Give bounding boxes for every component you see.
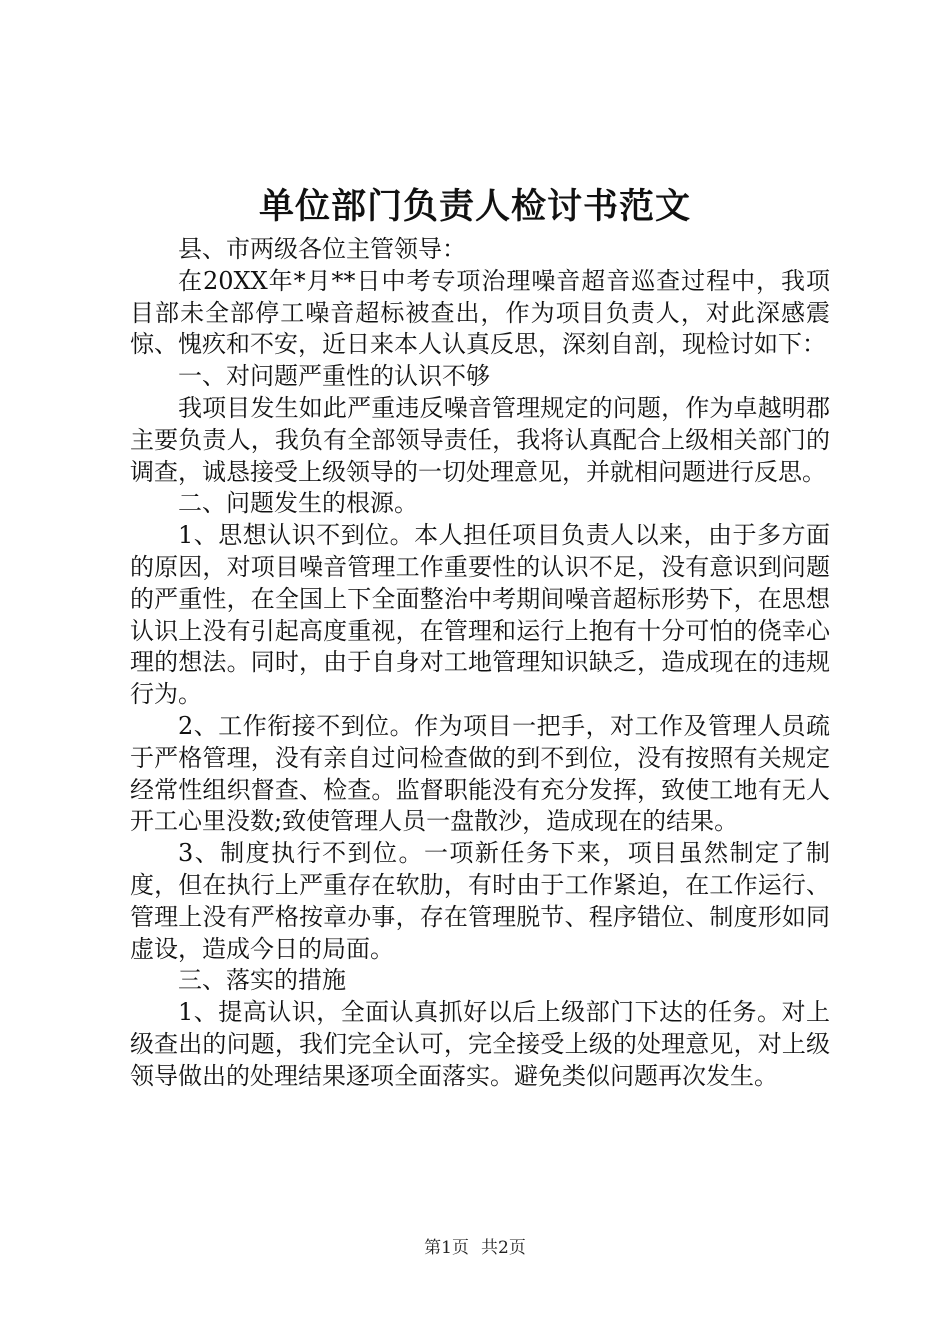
page-footer [0,1236,950,1260]
intro-paragraph: 在20XX年*月**日中考专项治理噪音超音巡查过程中，我项目部未全部停工噪音超标被查出，作为项目负责人，对此深感震惊、愧疚和不安，近日来本人认真反思，深刻自剖，现检讨如下： [130,266,830,359]
body-paragraph: 2、工作衔接不到位。作为项目一把手，对工作及管理人员疏于严格管理，没有亲自过问检查做的到不到位，没有按照有关规定经常性组织督查、检查。监督职能没有充分发挥，致使工地有无人开工心里没数;致使管理人员一盘散沙，造成现在的结果。 [130,711,830,836]
page-total: 共2页 [481,1238,526,1258]
section-heading-2: 二、问题发生的根源。 [178,489,418,518]
salutation: 县、市两级各位主管领导： [178,235,466,263]
document-body [130,234,830,1093]
section-heading-1: 一、对问题严重性的认识不够 [178,362,490,391]
section-heading-3: 三、落实的措施 [178,966,346,995]
body-paragraph: 1、提高认识，全面认真抓好以后上级部门下达的任务。对上级查出的问题，我们完全认可，完全接受上级的处理意见，对上级领导做出的处理结果逐项全面落实。避免类似问题再次发生。 [130,998,830,1090]
body-paragraph: 3、制度执行不到位。一项新任务下来，项目虽然制定了制度，但在执行上严重存在软肋，有时由于工作紧迫，在工作运行、管理上没有严格按章办事，存在管理脱节、程序错位、制度形如同虚设，造成今日的局面。 [130,839,830,963]
body-paragraph: 1、思想认识不到位。本人担任项目负责人以来，由于多方面的原因，对项目噪音管理工作重要性的认识不足，没有意识到问题的严重性，在全国上下全面整治中考期间噪音超标形势下，在思想认识上没有引起高度重视，在管理和运行上抱有十分可怕的侥幸心理的想法。同时，由于自身对工地管理知识缺乏，造成现在的违规行为。 [130,521,830,709]
body-paragraph: 我项目发生如此严重违反噪音管理规定的问题，作为卓越明郡主要负责人，我负有全部领导责任，我将认真配合上级相关部门的调查，诚恳接受上级领导的一切处理意见，并就相问题进行反思。 [130,393,830,486]
page-number: 第1页 [424,1238,469,1258]
document-title: 单位部门负责人检讨书范文 [258,186,691,227]
